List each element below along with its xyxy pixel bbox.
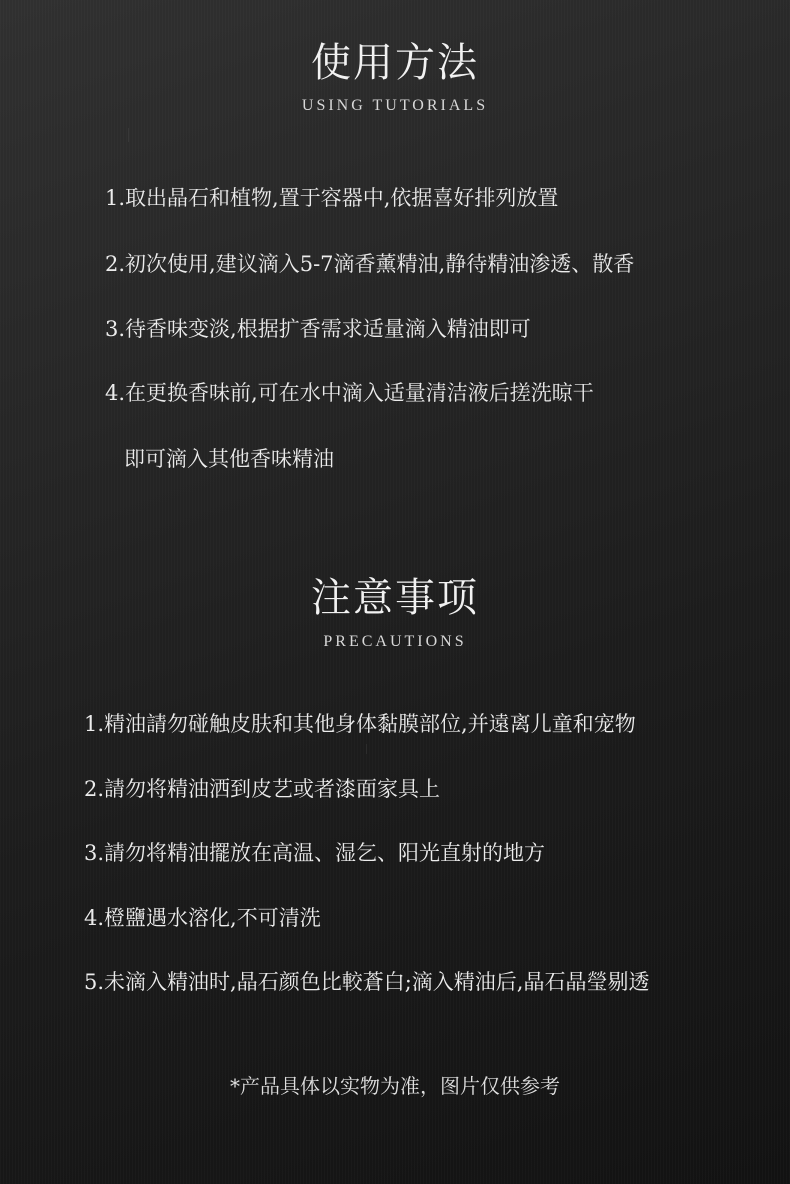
usage-step-4: 4.在更换香味前,可在水中滴入适量清洁液后搓洗晾干 — [105, 381, 594, 405]
usage-step-3: 3.待香味变淡,根据扩香需求适量滴入精油即可 — [105, 317, 531, 341]
precaution-item-5: 5.未滴入精油时,晶石颜色比較蒼白;滴入精油后,晶石晶瑩剔透 — [84, 970, 650, 994]
precautions-title: 注意事项 — [311, 575, 479, 621]
disclaimer-footnote: *产品具体以实物为准，图片仅供参考 — [230, 1074, 560, 1098]
precaution-item-1: 1.精油請勿碰触皮肤和其他身体黏膜部位,并遠离儿童和宠物 — [84, 712, 636, 736]
usage-step-4-continued: 即可滴入其他香味精油 — [124, 447, 334, 471]
usage-subtitle: USING TUTORIALS — [301, 97, 489, 114]
precaution-item-3: 3.請勿将精油擺放在高温、湿乞、阳光直射的地方 — [84, 841, 546, 865]
precaution-item-2: 2.請勿将精油洒到皮艺或者漆面家具上 — [84, 777, 441, 801]
background-grain — [128, 128, 129, 142]
precautions-subtitle: PRECAUTIONS — [323, 633, 467, 650]
usage-step-2: 2.初次使用,建议滴入5-7滴香薰精油,静待精油渗透、散香 — [105, 252, 635, 276]
background-grain — [366, 744, 367, 754]
usage-step-1: 1.取出晶石和植物,置于容器中,依据喜好排列放置 — [105, 186, 559, 210]
precaution-item-4: 4.橙鹽遇水溶化,不可清洗 — [84, 906, 321, 930]
usage-title: 使用方法 — [311, 40, 479, 86]
